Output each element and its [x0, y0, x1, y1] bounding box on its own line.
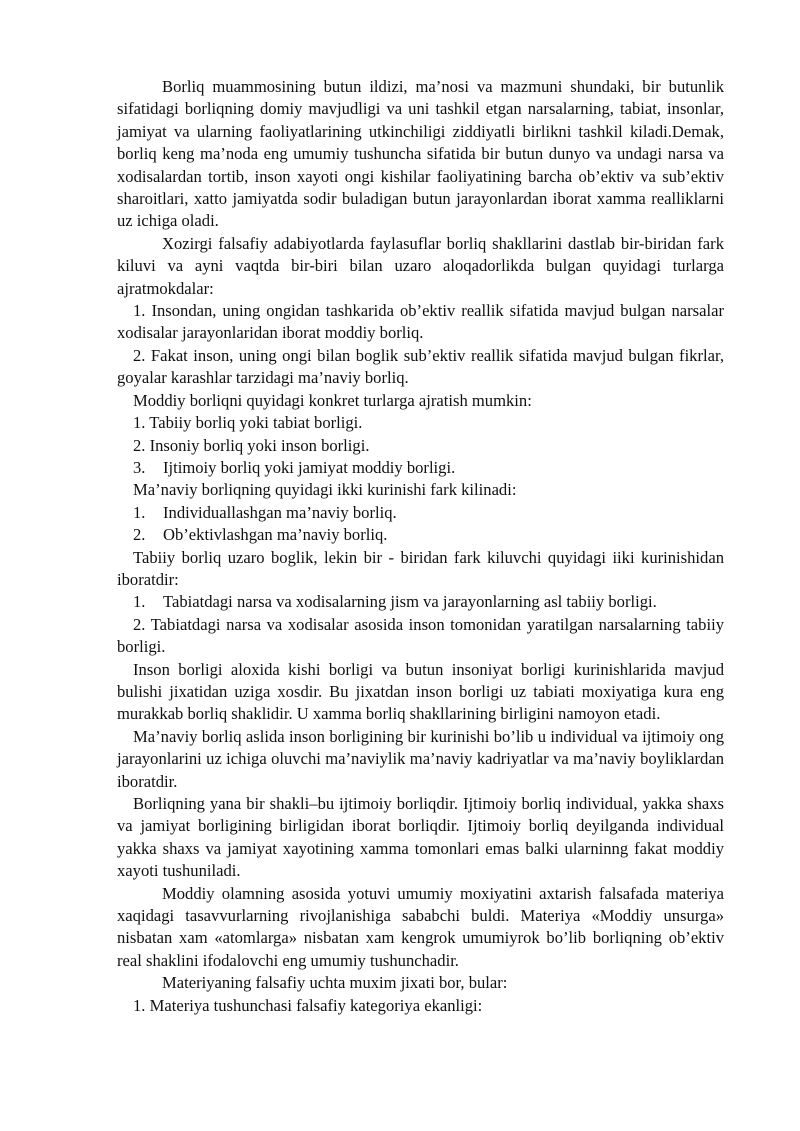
paragraph: Xozirgi falsafiy adabiyotlarda faylasuflar borliq shakllarini dastlab bir-biridan fark kiluvi va ayni vaqtda bir-biri bilan uzaro aloqadorlikda bulgan quyidagi turlarga ajratmokdalar:: [117, 233, 724, 298]
paragraph: Tabiiy borliq uzaro boglik, lekin bir - biridan fark kiluvchi quyidagi iiki kurinishidan iboratdir:: [117, 547, 724, 589]
list-item: 2. Fakat inson, uning ongi bilan boglik sub’ektiv reallik sifatida mavjud bulgan fikrlar, goyalar karashlar tarzidagi ma’naviy borliq.: [117, 345, 724, 388]
list-item: 1. Materiya tushunchasi falsafiy kategoriya ekanligi:: [133, 995, 483, 1015]
paragraph: Ma’naviy borliqning quyidagi ikki kurinishi fark kilinadi:: [133, 480, 517, 500]
document-page: [117, 76, 724, 1017]
paragraph: Moddiy borliqni quyidagi konkret turlarga ajratish mumkin:: [133, 390, 532, 410]
list-number: 1.: [133, 592, 146, 612]
list-item: 2. Insoniy borliq yoki inson borligi.: [133, 435, 370, 455]
list-item: 2. Tabiatdagi narsa va xodisalar asosida inson tomonidan yaratilgan narsalarning tabiiy borligi.: [117, 614, 724, 657]
list-item: [117, 502, 724, 524]
paragraph: Inson borligi aloxida kishi borligi va butun insoniyat borligi kurinishlarida mavjud bulishi jixatidan uziga xosdir. Bu jixatdan inson borligi uz tabiati moxiyatiga kura eng murakkab borliq shaklidir. U xamma borliq shakllarining birligini namoyon etadi.: [117, 659, 724, 724]
paragraph: Moddiy olamning asosida yotuvi umumiy moxiyatini axtarish falsafada materiya xaqidagi tasavvurlarning rivojlanishiga sababchi buldi. Materiya «Moddiy unsurga» nisbatan xam «atomlarga» nisbatan xam kengrok umumiyrok bo’lib borliqning ob’ektiv real shaklini ifodalovchi eng umumiy tushunchadir.: [117, 883, 724, 970]
list-number: 1.: [133, 502, 146, 522]
list-item: 1. Tabiiy borliq yoki tabiat borligi.: [133, 413, 363, 433]
list-item-text: Tabiatdagi narsa va xodisalarning jism va jarayonlarning asl tabiiy borligi.: [163, 592, 657, 612]
list-item: [117, 524, 724, 546]
paragraph: Ma’naviy borliq aslida inson borligining bir kurinishi bo’lib u individual va ijtimoiy ong jarayonlarini uz ichiga oluvchi ma’naviylik ma’naviy kadriyatlar va ma’naviy boyliklardan iboratdir.: [117, 726, 724, 791]
paragraph: Materiyaning falsafiy uchta muxim jixati bor, bular:: [162, 973, 508, 993]
paragraph: Borliq muammosining butun ildizi, ma’nosi va mazmuni shundaki, bir butunlik sifatidagi borliqning domiy mavjudligi va uni tashkil etgan narsalarning, tabiat, insonlar, jamiyat va ularning faoliyatlarining utkinchiligi ziddiyatli birlikni tashkil kiladi.Demak, borliq keng ma’noda eng umumiy tushuncha sifatida bir butun dunyo va undagi narsa va xodisalardan tortib, inson xayoti ongi kishilar faoliyatining barcha ob’ektiv va sub’ektiv sharoitlari, xatto jamiyatda sodir buladigan butun jarayonlardan iborat xamma realliklarni uz ichiga oladi.: [117, 77, 724, 231]
list-item: 1. Insondan, uning ongidan tashkarida ob’ektiv reallik sifatida mavjud bulgan narsalar xodisalar jarayonlaridan iborat moddiy borliq.: [117, 301, 724, 343]
list-item: [117, 457, 724, 479]
list-number: 2.: [133, 525, 146, 545]
list-item-text: Ob’ektivlashgan ma’naviy borliq.: [163, 525, 388, 545]
list-number: 3.: [133, 457, 146, 477]
list-item-text: Ijtimoiy borliq yoki jamiyat moddiy borligi.: [163, 457, 456, 477]
list-item: [117, 591, 724, 613]
paragraph: Borliqning yana bir shakli–bu ijtimoiy borliqdir. Ijtimoiy borliq individual, yakka shaxs va jamiyat borligining birligidan iborat borliqdir. Ijtimoiy borliq deyilganda individual yakka shaxs va jamiyat xayotining xamma tomonlari emas balki ularninng fakat moddiy xayoti tushuniladi.: [117, 794, 724, 881]
list-item-text: Individuallashgan ma’naviy borliq.: [163, 502, 397, 522]
